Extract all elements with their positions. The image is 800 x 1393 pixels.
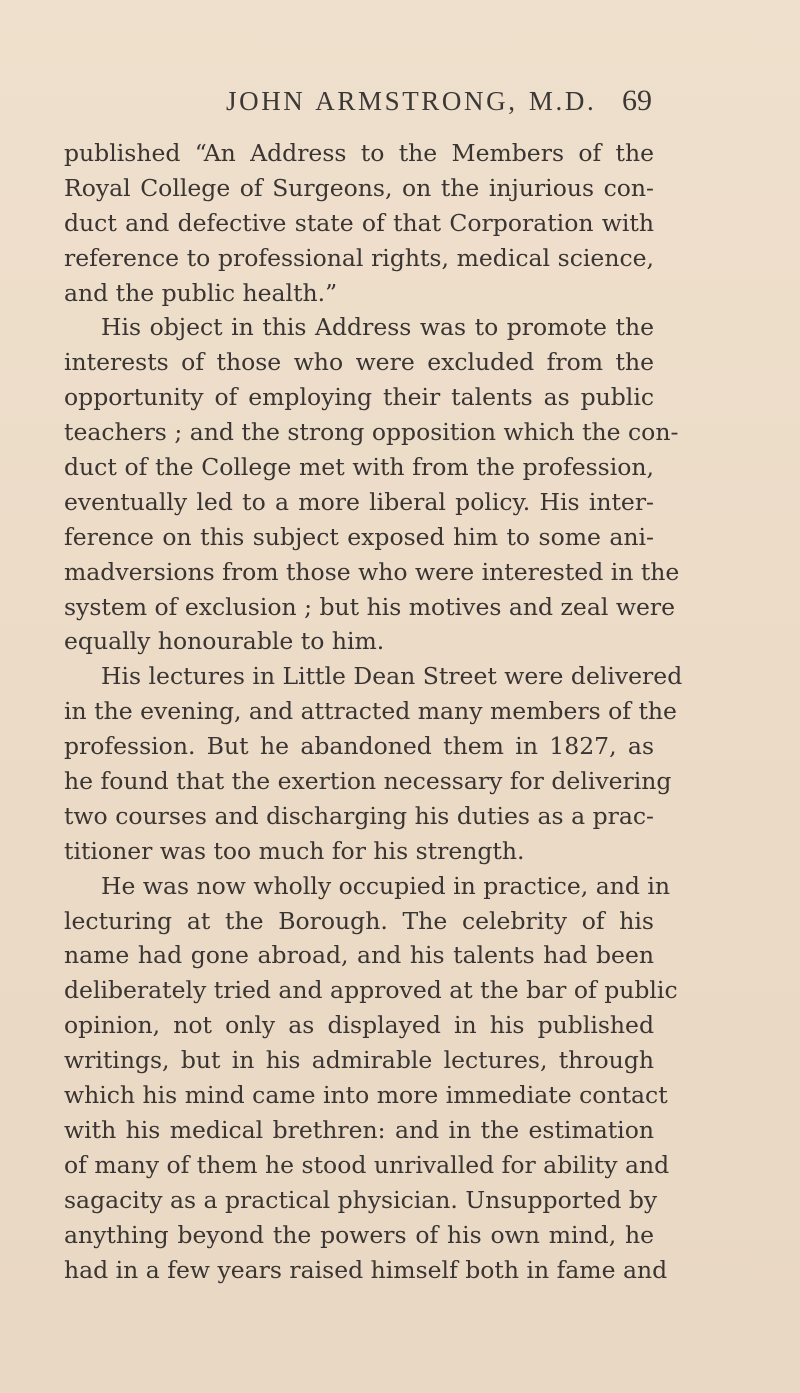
text-line: he found that the exertion necessary for delivering — [64, 767, 672, 796]
body-text — [64, 136, 683, 1287]
text-line: interests of those who were excluded from the — [64, 348, 654, 377]
text-line: with his medical brethren: and in the estimation — [64, 1115, 654, 1144]
text-line: reference to professional rights, medical science, — [64, 243, 654, 272]
text-line: in the evening, and attracted many members of the — [64, 697, 677, 726]
paragraph-2 — [64, 310, 680, 659]
text-line: His object in this Address was to promote the — [101, 313, 654, 342]
text-line: profession. But he abandoned them in 1827, as — [64, 732, 654, 761]
paragraph-3 — [64, 659, 683, 868]
text-line: writings, but in his admirable lectures, through — [64, 1046, 654, 1075]
text-line: duct and defective state of that Corporation with — [64, 208, 654, 237]
text-line: equally honourable to him. — [64, 627, 385, 656]
text-line: anything beyond the powers of his own mind, he — [64, 1220, 654, 1249]
text-line: sagacity as a practical physician. Unsupported by — [64, 1185, 658, 1214]
paragraph-1 — [64, 136, 654, 310]
paragraph-4 — [64, 869, 678, 1288]
text-line: which his mind came into more immediate contact — [64, 1081, 668, 1110]
text-line: lecturing at the Borough. The celebrity of his — [64, 906, 654, 935]
text-line: name had gone abroad, and his talents had been — [64, 941, 654, 970]
text-line: had in a few years raised himself both in fame and — [64, 1255, 668, 1284]
text-line: He was now wholly occupied in practice, and in — [101, 871, 671, 900]
page-number: 69 — [622, 84, 652, 117]
text-line: duct of the College met with from the profession, — [64, 453, 654, 482]
text-line: Royal College of Surgeons, on the injurious con- — [64, 173, 654, 202]
text-line: two courses and discharging his duties as a prac- — [64, 801, 654, 830]
running-title: JOHN ARMSTRONG, M.D. — [226, 86, 597, 116]
text-line: and the public health.” — [64, 278, 338, 307]
text-line: ference on this subject exposed him to some ani- — [64, 522, 654, 551]
text-line: eventually led to a more liberal policy. His inter- — [64, 487, 654, 516]
text-line: madversions from those who were interested in the — [64, 557, 680, 586]
text-line: opportunity of employing their talents as public — [64, 383, 654, 412]
text-line: published “An Address to the Members of the — [64, 139, 654, 167]
text-line: of many of them he stood unrivalled for ability and — [64, 1150, 670, 1179]
text-line: deliberately tried and approved at the bar of public — [64, 976, 678, 1005]
text-line: His lectures in Little Dean Street were delivered — [101, 662, 683, 691]
text-line: opinion, not only as displayed in his published — [64, 1011, 654, 1040]
running-head — [64, 86, 652, 126]
text-line: system of exclusion ; but his motives and zeal were — [64, 592, 675, 621]
text-line: titioner was too much for his strength. — [64, 836, 525, 865]
text-line: teachers ; and the strong opposition which the con- — [64, 418, 679, 447]
